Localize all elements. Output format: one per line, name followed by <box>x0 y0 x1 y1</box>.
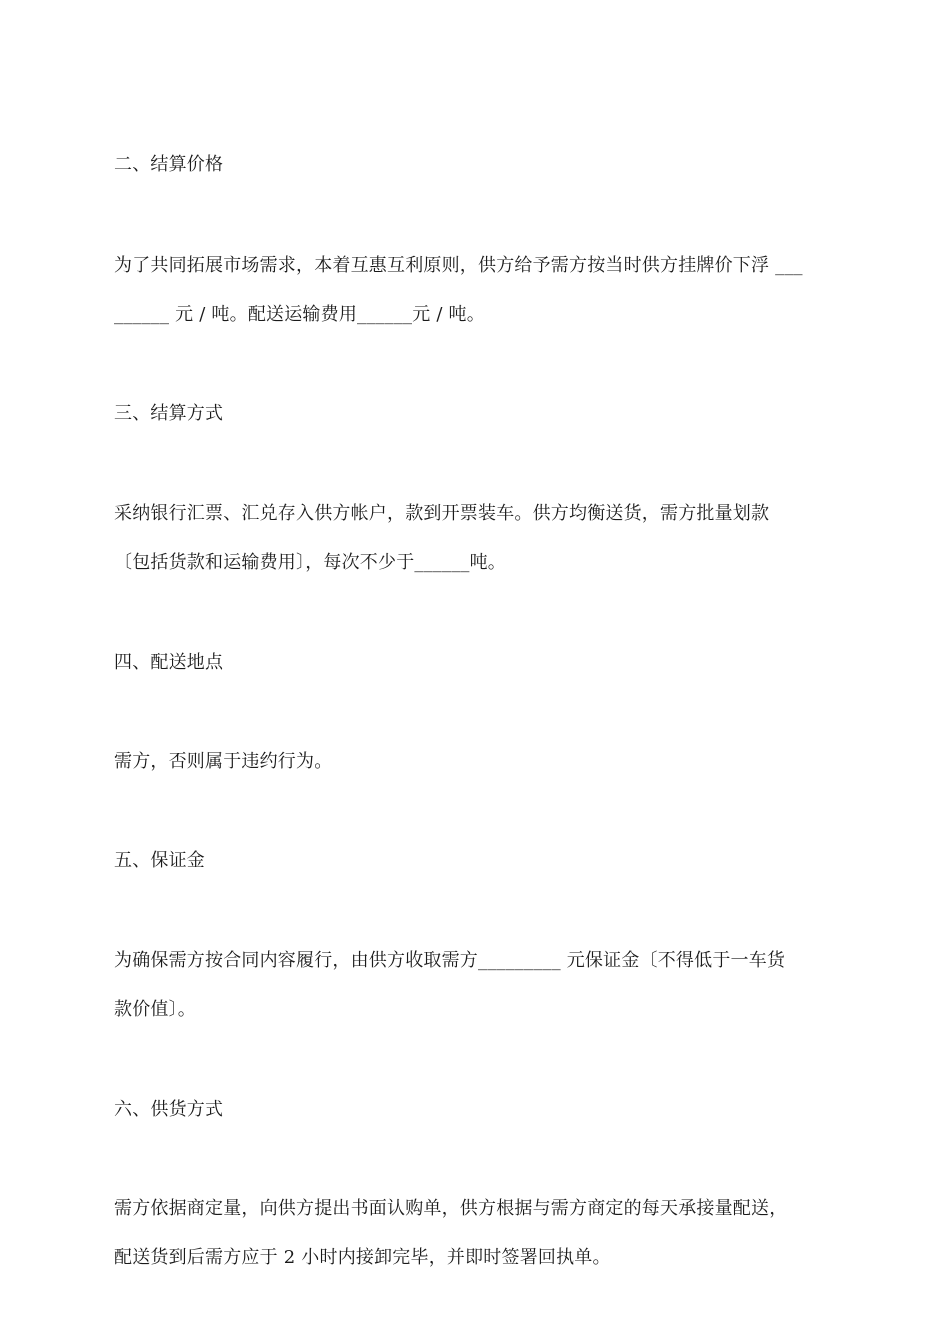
section-heading-deposit: 五、保证金 <box>114 850 205 871</box>
paragraph-line: 需方依据商定量，向供方提出书面认购单，供方根据与需方商定的每天承接量配送， <box>114 1198 788 1219</box>
paragraph-line: 为了共同拓展市场需求，本着互惠互利原则，供方给予需方按当时供方挂牌价下浮 ___ <box>114 255 803 276</box>
paragraph-line: 为确保需方按合同内容履行，由供方收取需方_________ 元保证金〔不得低于一车货 <box>114 950 786 971</box>
section-heading-settlement-price: 二、结算价格 <box>114 154 224 175</box>
paragraph-line: 〔包括货款和运输费用〕，每次不少于______吨。 <box>114 552 506 573</box>
section-heading-settlement-method: 三、结算方式 <box>114 403 224 424</box>
section-heading-delivery-location: 四、配送地点 <box>114 652 224 673</box>
paragraph-line: 采纳银行汇票、汇兑存入供方帐户，款到开票装车。供方均衡送货，需方批量划款 <box>114 503 770 524</box>
paragraph-line: ______ 元 / 吨。配送运输费用______元 / 吨。 <box>114 304 485 325</box>
paragraph-line: 需方，否则属于违约行为。 <box>114 751 333 772</box>
paragraph-line: 款价值〕。 <box>114 999 196 1020</box>
paragraph-line: 配送货到后需方应于 2 小时内接卸完毕，并即时签署回执单。 <box>114 1247 611 1268</box>
section-heading-supply-method: 六、供货方式 <box>114 1099 224 1120</box>
